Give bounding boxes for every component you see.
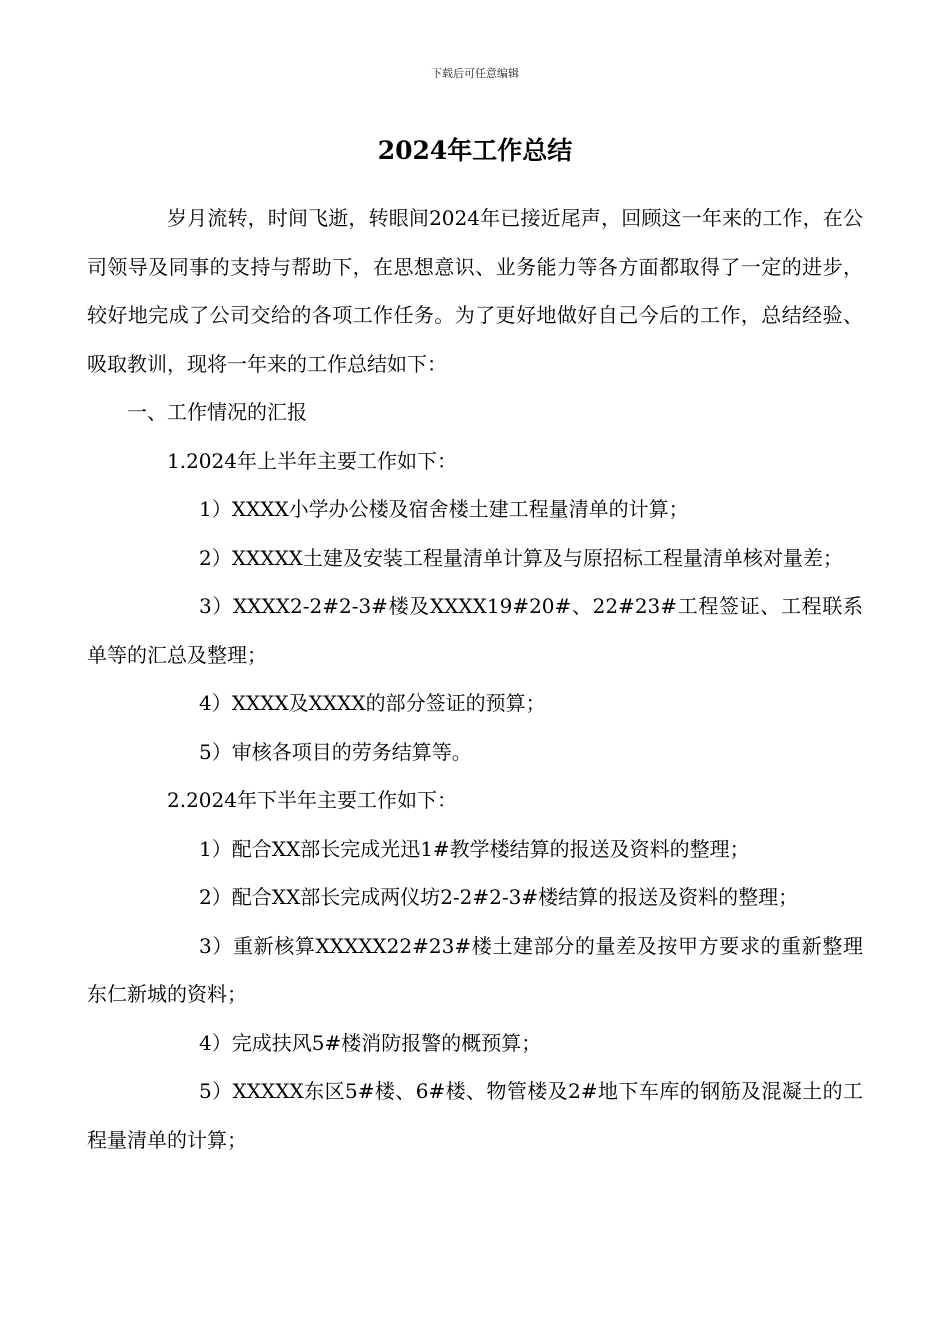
list-item: 5）XXXXX东区5#楼、6#楼、物管楼及2#地下车库的钢筋及混凝土的工程量清单的计算； [87,1079,863,1152]
list-item: 3）XXXX2-2#2-3#楼及XXXX19#20#、22#23#工程签证、工程联系单等的汇总及整理； [87,594,863,667]
list-item: 4）完成扶风5#楼消防报警的概预算； [199,1030,542,1055]
intro-paragraph: 岁月流转，时间飞逝，转眼间2024年已接近尾声，回顾这一年来的工作，在公司领导及同事的支持与帮助下，在思想意识、业务能力等各方面都取得了一定的进步，较好地完成了公司交给的各项工作任务。为了更好地做好自己今后的工作，总结经验、吸取教训，现将一年来的工作总结如下： [87,206,863,376]
list-item: 5）审核各项目的劳务结算等。 [199,739,472,764]
header-note: 下载后可任意编辑 [431,67,519,80]
document-body [87,194,863,1164]
list-item: 3）重新核算XXXXX22#23#楼土建部分的量差及按甲方要求的重新整理东仁新城的资料； [87,933,863,1006]
subsection-heading-first-half: 1.2024年上半年主要工作如下： [167,448,457,473]
list-item: 2）配合XX部长完成两仪坊2-2#2-3#楼结算的报送及资料的整理； [199,885,799,909]
subsection-heading-second-half: 2.2024年下半年主要工作如下： [167,788,457,812]
list-item: 4）XXXX及XXXX的部分签证的预算； [199,691,546,715]
list-item: 2）XXXXX土建及安装工程量清单计算及与原招标工程量清单核对量差； [199,545,843,570]
list-item: 1）配合XX部长完成光迅1#教学楼结算的报送及资料的整理； [199,836,750,861]
list-item: 1）XXXX小学办公楼及宿舍楼土建工程量清单的计算； [199,497,689,521]
document-title: 2024年工作总结 [377,136,573,165]
section-heading: 一、工作情况的汇报 [127,400,307,424]
